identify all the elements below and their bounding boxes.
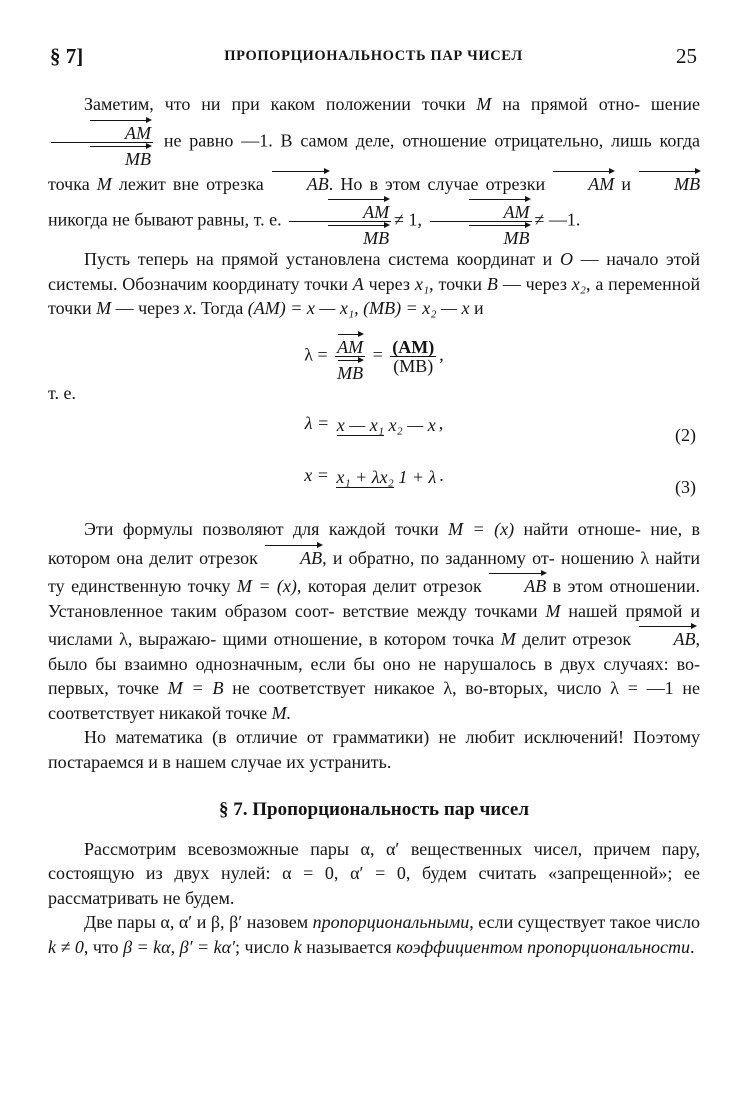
- running-header: [50, 44, 697, 74]
- text-span: ветствие между точками: [342, 600, 538, 621]
- text-span: и: [621, 173, 631, 194]
- term-coefficient: коэффициентом пропорциональности: [396, 936, 691, 957]
- vector-mb: MB: [327, 222, 389, 247]
- fraction-eq3: [336, 468, 436, 486]
- eq2-denominator: x₂ — x: [388, 414, 436, 435]
- text-span: никогда не бывают равны, т. е.: [48, 209, 282, 230]
- text-span: — начало этой системы. Обозначим координату точки: [48, 249, 701, 294]
- fraction-am-mb-coords: [390, 338, 436, 375]
- eq-sign: =: [372, 344, 383, 365]
- text-span: ≠ —1.: [534, 209, 581, 230]
- fraction-am-mb: [335, 331, 365, 382]
- paragraph-2: [48, 247, 700, 321]
- eq-comma: ,: [439, 344, 444, 365]
- equation-2: [48, 411, 700, 457]
- text-span: шение: [650, 94, 700, 114]
- text-span: щими отношение, в котором точка: [222, 629, 495, 649]
- math-var: M.: [271, 702, 292, 723]
- vector-mb: MB: [638, 168, 700, 193]
- vector-am: AM: [337, 331, 363, 356]
- vector-ab: AB: [638, 623, 696, 648]
- math-expr: M = (x): [236, 576, 297, 596]
- text-span: , если существует такое число: [469, 912, 700, 932]
- text-span: . Но в этом случае: [328, 173, 479, 194]
- math-var: O: [559, 249, 573, 269]
- text-span: во-первых, точке: [48, 653, 701, 698]
- text-span: , а переменной точки: [48, 273, 701, 318]
- math-var: M: [545, 600, 561, 621]
- math-expr: k ≠ 0: [48, 936, 84, 957]
- math-expr: β = kα, β′ = kα′: [123, 936, 236, 957]
- vector-ab: AB: [488, 570, 546, 595]
- equation-label: (2): [675, 425, 696, 445]
- eq3-denominator: 1 + λ: [398, 466, 437, 487]
- math-var: M: [96, 173, 112, 194]
- vector-mb: MB: [89, 143, 151, 168]
- text-span: на прямой отно-: [502, 94, 640, 114]
- text-span: отрезок: [422, 576, 482, 596]
- math-expr: M = (x): [448, 519, 515, 539]
- eq-lhs: x =: [304, 465, 329, 485]
- math-var: x₁: [414, 273, 430, 294]
- math-var: x: [183, 298, 192, 318]
- text-span: ние, в котором она делит отрезок: [48, 519, 701, 568]
- te-line: т. е.: [48, 382, 77, 403]
- eq-comma: ,: [438, 413, 444, 433]
- vector-mb: MB: [337, 357, 363, 382]
- math-var: M: [476, 94, 492, 114]
- text-span: делит отрезок: [522, 629, 632, 649]
- section-heading: § 7. Пропорциональность пар чисел: [218, 799, 530, 820]
- vector-am: AM: [552, 168, 614, 193]
- text-span: Заметим, что ни при каком положении точки: [84, 94, 466, 114]
- vector-ab: AB: [271, 168, 329, 193]
- math-var: M: [96, 298, 112, 318]
- fraction-am-mb: [51, 117, 153, 168]
- text-span: , и обратно, по заданному от-: [322, 547, 555, 568]
- text-span: в этом отношении. Установленное таким образом соот-: [48, 576, 701, 621]
- text-span: — через: [502, 273, 567, 294]
- text-span: не соответствует никакое λ, во-вторых,: [232, 678, 549, 698]
- text-span: через: [368, 273, 411, 294]
- text-span: лежит вне отрезка: [118, 173, 264, 194]
- text-span: Пусть теперь на прямой установлена система координат и: [84, 249, 553, 269]
- paragraph-5: Рассмотрим всевозможные пары α, α′ вещественных чисел, причем пару, состоящую из двух нулей: α = 0, α′ = 0, будем считать «запрещенной»; ее рассматривать не будем.: [48, 838, 700, 908]
- text-span: отрезки: [485, 173, 546, 194]
- text-span: ≠ 1,: [394, 209, 423, 230]
- text-span: , которая делит: [296, 576, 417, 596]
- math-var: k: [293, 936, 302, 957]
- fraction-eq2: [337, 416, 436, 434]
- page-number: 25: [676, 44, 697, 68]
- text-span: , было бы: [48, 629, 701, 674]
- math-var: x₂: [571, 273, 587, 294]
- term-proportional: пропорциональными: [312, 912, 470, 932]
- math-expr: M = B: [167, 678, 224, 698]
- text-span: , точки: [429, 273, 483, 294]
- eq2-numerator: x — x₁: [336, 414, 384, 435]
- equation-3: x = x₁ + λx₂ 1 + λ . (3): [48, 463, 700, 509]
- text-span: . Тогда: [191, 298, 244, 318]
- coord-relations: (AM) = x — x₁, (MB) = x₂ — x: [247, 298, 470, 318]
- text-span: число λ = —1 не соответствует никакой точке: [48, 678, 701, 723]
- text-span: , что: [83, 936, 119, 957]
- text-span: называется: [306, 936, 392, 957]
- text-span: лишь когда точка: [48, 130, 701, 194]
- page-body: [48, 92, 700, 959]
- mb-coord: (MB): [393, 355, 434, 376]
- vector-mb: MB: [468, 222, 530, 247]
- math-var: M: [500, 629, 516, 649]
- eq-lhs: λ =: [304, 413, 330, 433]
- header-section-mark: § 7]: [50, 44, 84, 68]
- text-span: не равно —1. В самом деле, отношение отрицательно,: [163, 130, 604, 151]
- eq-lhs: λ =: [304, 344, 328, 365]
- header-running-title: ПРОПОРЦИОНАЛЬНОСТЬ ПАР ЧИСЕЛ: [224, 48, 523, 64]
- text-span: Две пары α, α′ и β, β′ назовем: [84, 912, 309, 932]
- fraction-am-mb: [289, 196, 391, 247]
- text-span: Эти формулы позволяют для каждой точки: [84, 519, 439, 539]
- text-span: — через: [115, 298, 180, 318]
- paragraph-1: [48, 92, 700, 247]
- text-span: и: [473, 298, 484, 318]
- vector-ab: AB: [264, 542, 322, 567]
- eq3-numerator: x₁ + λx₂: [336, 466, 394, 487]
- am-coord: (AM): [392, 336, 435, 357]
- paragraph-6: [48, 910, 700, 959]
- paragraph-4: Но математика (в отличие от грамматики) не любит исключений! Поэтому постараемся и в нашем случае их устранить.: [48, 727, 700, 772]
- fraction-am-mb: [430, 196, 532, 247]
- equation-label: (3): [675, 477, 696, 497]
- vector-am: AM: [327, 196, 389, 221]
- text-span: .: [690, 936, 695, 957]
- equation-lambda-ratio: [48, 327, 700, 381]
- text-span: нашей прямой и числами λ, выражаю-: [48, 600, 700, 649]
- text-span: взаимно однозначным, если бы оно не нарушалось в двух случаях:: [124, 653, 669, 674]
- paragraph-3: [48, 517, 700, 725]
- vector-am: AM: [468, 196, 530, 221]
- text-span: ; число: [235, 936, 290, 957]
- math-var: B: [486, 273, 498, 294]
- text-span: ношению λ найти ту единственную точку: [48, 547, 701, 596]
- text-span: найти отноше-: [523, 519, 641, 539]
- math-var: A: [352, 273, 364, 294]
- vector-am: AM: [89, 117, 151, 142]
